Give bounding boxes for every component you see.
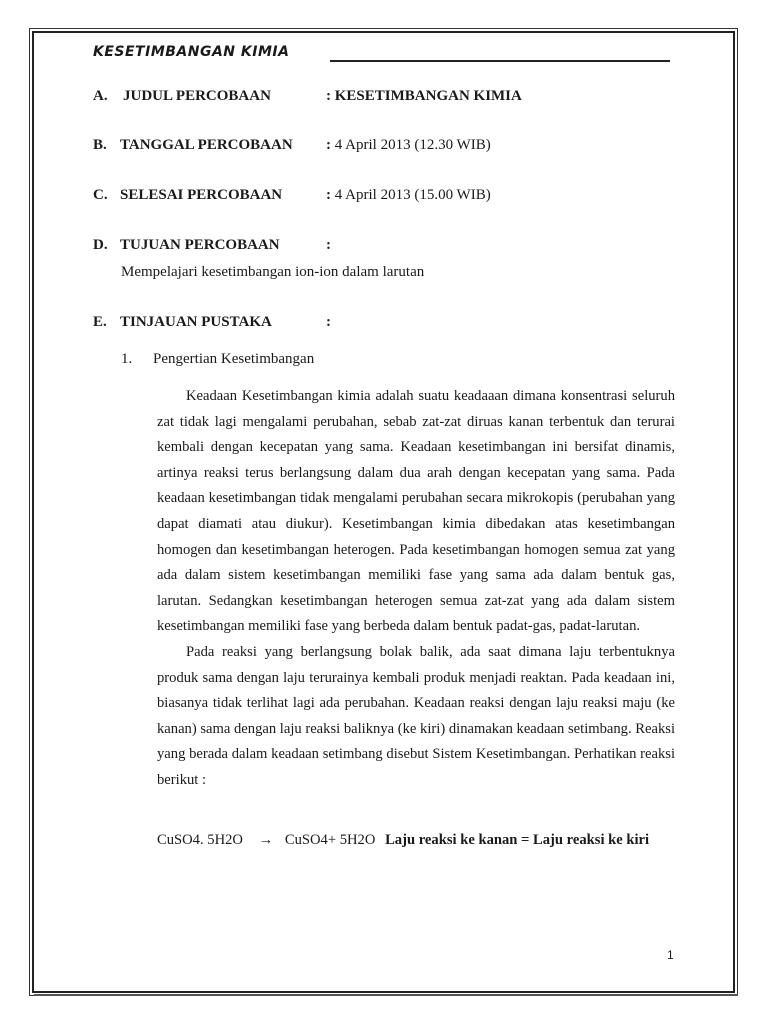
paragraph-1: Keadaan Kesetimbangan kimia adalah suatu keadaaan dimana konsentrasi seluruh zat tidak lagi mengalami perubahan, sebab zat-zat diruas kanan terbentuk dan terurai kembali dengan kecepatan yang sama. Keadaan kesetimbangan ini bersifat dinamis, artinya reaksi terus berlangsung dalam dua arah dengan kecepatan yang sama. Pada keadaan kesetimbangan tidak mengalami perubahan secara mikrokopis (perubahan yang dapat diamati atau diukur). Kesetimbangan kimia dibedakan atas kesetimbangan homogen dan kesetimbangan heterogen. Pada kesetimbangan homogen semua zat yang ada dalam sistem kesetimbangan memiliki fase yang sama ada dalam bentuk gas, larutan. Sedangkan kesetimbangan heterogen semua zat-zat yang ada dalam sistem kesetimbangan memiliki fase yang berbeda dalam bentuk padat-gas, padat-larutan.	[157, 388, 675, 635]
section-d-label: TUJUAN PERCOBAAN	[120, 237, 280, 253]
page-border-shadow	[34, 994, 738, 996]
section-e-label: TINJAUAN PUSTAKA	[120, 314, 272, 330]
section-c-text: 4 April 2013 (15.00 WIB)	[334, 187, 491, 203]
section-e-letter: E.	[93, 314, 107, 330]
section-b-text: 4 April 2013 (12.30 WIB)	[334, 137, 491, 153]
subsection-title: Pengertian Kesetimbangan	[153, 351, 315, 367]
right-arrow-icon: →	[258, 832, 274, 848]
section-b-label: TANGGAL PERCOBAAN	[120, 137, 293, 153]
section-d-colon: :	[326, 237, 331, 253]
reaction-statement: Laju reaksi ke kanan = Laju reaksi ke kiri	[385, 832, 650, 848]
section-a-label: JUDUL PERCOBAAN	[123, 88, 271, 104]
page-number: 1	[667, 948, 674, 962]
section-c-label: SELESAI PERCOBAAN	[120, 187, 283, 203]
section-e-colon: :	[326, 314, 331, 330]
section-c-letter: C.	[93, 187, 108, 203]
body-text	[157, 384, 675, 794]
section-d-letter: D.	[93, 237, 108, 253]
running-header: KESETIMBANGAN KIMIA	[93, 44, 290, 60]
paragraph-2: Pada reaksi yang berlangsung bolak balik, ada saat dimana laju terbentuknya produk sama dengan laju terurainya kembali produk menjadi reaktan. Pada keadaan ini, biasanya tidak terlihat lagi ada perubahan. Keadaan reaksi dengan laju reaksi maju (ke kanan) sama dengan laju reaksi baliknya (ke kiri) dinamakan keadaan setimbang. Reaksi yang berada dalam keadaan setimbang disebut Sistem Kesetimbangan. Perhatikan reaksi berikut :	[157, 643, 675, 788]
section-a-text: KESETIMBANGAN KIMIA	[334, 88, 522, 104]
subsection-number: 1.	[121, 351, 133, 367]
section-c-colon: :	[326, 187, 331, 203]
section-a-letter: A.	[93, 88, 108, 104]
section-c-value	[326, 187, 491, 204]
section-b-letter: B.	[93, 137, 107, 153]
section-a-colon: :	[326, 88, 331, 104]
reaction-equation	[157, 832, 649, 849]
section-d-body: Mempelajari kesetimbangan ion-ion dalam larutan	[121, 264, 425, 280]
section-b-value	[326, 137, 491, 154]
section-b-colon: :	[326, 137, 331, 153]
header-rule	[330, 60, 670, 62]
reaction-reactant: CuSO4. 5H2O	[157, 832, 243, 848]
reaction-product: CuSO4+ 5H2O	[284, 832, 376, 848]
section-a-value	[326, 88, 522, 105]
